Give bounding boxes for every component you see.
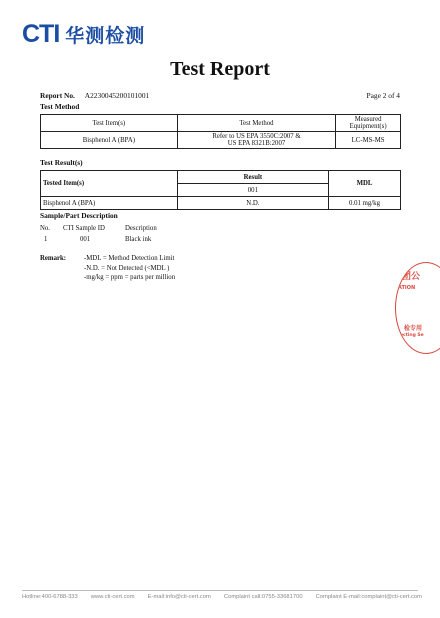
- footer-email-link[interactable]: E-mail:info@cti-cert.com: [147, 594, 211, 600]
- table-row: [41, 132, 401, 149]
- column-header: Test Item(s): [41, 115, 178, 132]
- remark-lines: [84, 255, 284, 284]
- remark-line: -mg/kg = ppm = parts per million: [84, 274, 176, 281]
- column-header: No.: [40, 225, 51, 232]
- sample-description: Black ink: [125, 236, 152, 243]
- logo-chinese-text: 华测检测: [65, 24, 146, 47]
- footer-complaint-call: Complaint call:0755-33681700: [223, 594, 303, 600]
- method-line: Refer to US EPA 3550C:2007 &: [212, 133, 301, 140]
- column-header: MDL: [328, 171, 400, 197]
- method-line: US EPA 8321B:2007: [227, 140, 286, 147]
- sample-description-heading: Sample/Part Description: [40, 211, 118, 220]
- table-header-row: [41, 171, 401, 184]
- column-header: CTI Sample ID: [63, 225, 105, 232]
- column-header: Result: [177, 171, 328, 184]
- table-cell: Bisphenol A (BPA): [41, 132, 178, 149]
- test-results-table: [40, 170, 401, 210]
- equipment-header-text: Measured Equipment(s): [349, 116, 387, 130]
- footer-website-link[interactable]: www.cti-cert.com: [90, 594, 135, 600]
- test-method-table: [40, 114, 401, 149]
- stamp-bottom-text: ecting Se: [400, 333, 424, 338]
- column-header: Tested Item(s): [41, 171, 178, 197]
- sample-id-header: 001: [177, 184, 328, 197]
- report-meta: [40, 91, 400, 100]
- table-cell: [177, 132, 335, 149]
- test-results-heading: Test Result(s): [40, 158, 83, 167]
- table-cell: 0.01 mg/kg: [328, 197, 400, 210]
- table-row: [41, 197, 401, 210]
- column-header: Description: [125, 225, 157, 232]
- stamp-middle-text: ATION: [398, 285, 416, 291]
- table-cell: LC-MS-MS: [336, 132, 401, 149]
- stamp-top-text: 团公: [402, 272, 421, 282]
- stamp-lower-text: 检专用: [404, 325, 423, 332]
- test-method-heading: Test Method: [40, 102, 80, 111]
- table-header-row: [41, 115, 401, 132]
- page-indicator: Page 2 of 4: [366, 91, 400, 100]
- page-title: Test Report: [170, 58, 270, 80]
- page-footer: [22, 594, 422, 600]
- report-number-label: Report No.: [40, 91, 75, 100]
- list-header: [40, 223, 157, 234]
- footer-divider: [22, 590, 418, 591]
- sample-id: 001: [80, 236, 91, 243]
- sample-description-list: [40, 223, 157, 245]
- report-number: A2230045200101001: [84, 91, 150, 100]
- remark-line: -MDL = Method Detection Limit: [84, 255, 175, 262]
- footer-hotline: Hotline:400-6788-333: [22, 594, 78, 600]
- remark-line: -N.D. = Not Detected (<MDL ): [84, 264, 170, 272]
- company-logo: [22, 21, 145, 47]
- footer-complaint-email-link[interactable]: Complaint E-mail:complaint@cti-cert.com: [315, 594, 422, 600]
- table-cell: N.D.: [177, 197, 328, 210]
- column-header: [336, 115, 401, 132]
- remark-label: Remark:: [40, 255, 67, 262]
- table-cell: Bisphenol A (BPA): [41, 197, 178, 210]
- logo-latin-text: CTI: [22, 19, 60, 48]
- column-header: Test Method: [177, 115, 335, 132]
- sample-no: 1: [44, 236, 48, 243]
- list-item: [40, 234, 157, 245]
- official-stamp: [395, 262, 440, 354]
